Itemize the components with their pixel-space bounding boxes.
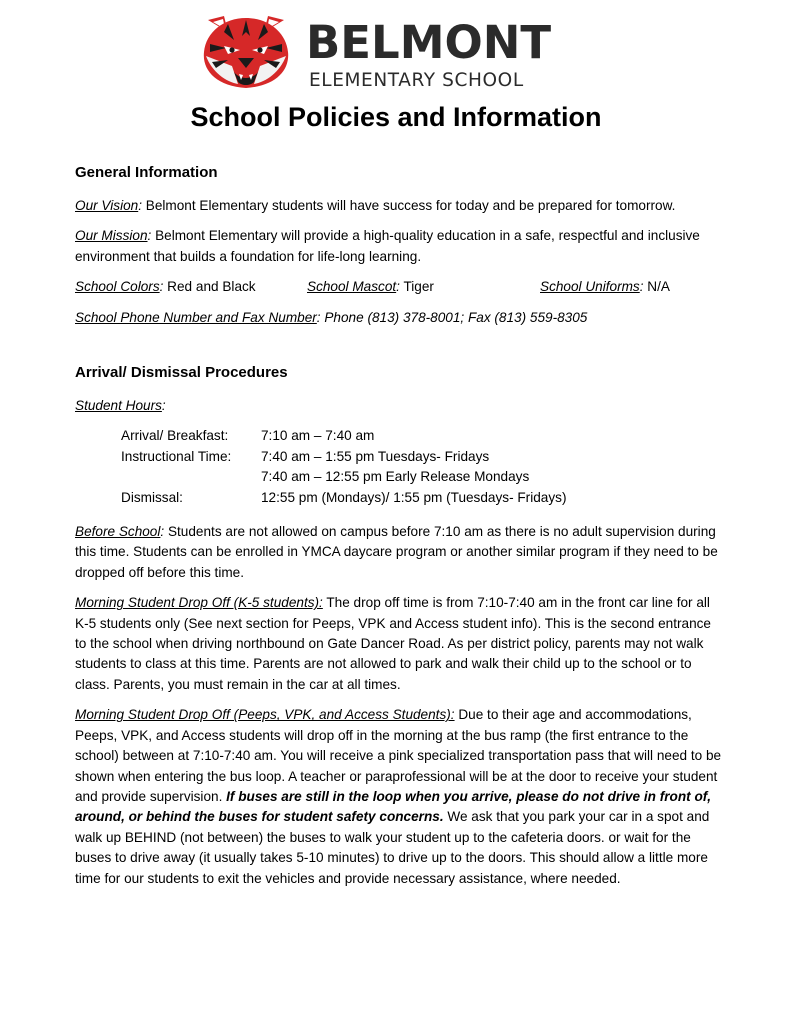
school-mascot-value: Tiger	[399, 279, 434, 295]
vision-colon: :	[138, 198, 142, 213]
dropoff-k5-paragraph	[75, 593, 725, 695]
school-facts-row	[75, 277, 725, 297]
vision-label: Our Vision	[75, 198, 139, 213]
before-school-paragraph	[75, 522, 725, 583]
mission-text: Belmont Elementary will provide a high-quality education in a safe, respectful and inclusive environment that builds a foundation for life-long learning.	[75, 228, 700, 264]
school-colors-value: Red and Black	[163, 279, 256, 295]
student-hours-table	[121, 426, 566, 508]
mission-colon: :	[147, 228, 152, 244]
school-logo	[198, 14, 598, 90]
school-uniforms-colon: :	[639, 279, 644, 295]
hours-row	[121, 467, 566, 487]
hours-row	[121, 488, 566, 508]
arrival-dismissal-heading: Arrival/ Dismissal Procedures	[75, 364, 288, 382]
before-school-text: Students are not allowed on campus before 7:10 am as there is no adult supervision during this time. Students can be enrolled in YMCA daycare program or another similar program if they need to be dropped off before this time.	[75, 524, 718, 580]
page-title: School Policies and Information	[190, 102, 602, 132]
phone-label: School Phone Number and Fax Number	[75, 309, 317, 325]
dropoff-peeps-paragraph	[75, 705, 725, 889]
hours-row-label: Arrival/ Breakfast:	[121, 428, 229, 444]
mission-label: Our Mission	[75, 228, 148, 244]
student-hours-heading	[75, 396, 725, 416]
school-uniforms-fact	[540, 277, 670, 297]
before-school-label: Before School	[75, 524, 161, 540]
mission-paragraph	[75, 226, 725, 267]
general-information-heading: General Information	[75, 164, 218, 181]
hours-row	[121, 426, 566, 446]
hours-row-label: Instructional Time:	[121, 448, 232, 464]
school-colors-fact	[75, 277, 256, 297]
hours-row-label	[121, 467, 261, 487]
document-body	[75, 160, 725, 899]
student-hours-label: Student Hours	[75, 398, 162, 414]
before-school-colon: :	[160, 524, 165, 540]
school-mascot-fact	[307, 277, 434, 297]
hours-row-value: 7:40 am – 1:55 pm Tuesdays- Fridays	[261, 448, 490, 464]
dropoff-peeps-text: Due to their age and accommodations, Peeps, VPK, and Access students will drop off in the morning at the bus ramp (the first entrance to the school) between at 7:10-7:40 am. You will receive a pink specialized transportation pass that will need to be shown when entering the bus loop. A teacher or paraprofessional will be at the door to receive your student and provide supervision.	[75, 707, 722, 804]
dropoff-k5-text: The drop off time is from 7:10-7:40 am in the front car line for all K-5 students only (See next section for Peeps, VPK and Access student info). This is the second entrance to the school when driving northbound on Gate Dancer Road. As per district policy, parents may not walk students to class at this time. Parents are not allowed to park and walk their child up to the school or to class. Parents, you must remain in the car at all times.	[75, 595, 711, 692]
hours-row-value: 7:10 am – 7:40 am	[261, 428, 375, 444]
hours-row-value: 12:55 pm (Mondays)/ 1:55 pm (Tuesdays- Fridays)	[261, 489, 567, 505]
phone-paragraph	[75, 308, 725, 328]
phone-colon: :	[316, 309, 321, 325]
school-uniforms-value: N/A	[643, 279, 670, 295]
school-mascot-colon: :	[396, 279, 400, 295]
hours-row	[121, 447, 566, 467]
vision-text: Belmont Elementary students will have success for today and be prepared for tomorrow.	[142, 198, 676, 213]
dropoff-peeps-warning: If buses are still in the loop when you arrive, please do not drive in front of, around, or behind the buses for student safety concerns.	[75, 788, 712, 825]
logo-school-subtitle: ELEMENTARY SCHOOL	[309, 70, 524, 91]
phone-value: Phone (813) 378-8001; Fax (813) 559-8305	[320, 309, 588, 325]
dropoff-peeps-text-after: We ask that you park your car in a spot and walk up BEHIND (not between) the buses to walk your student up to the cafeteria doors. or wait for the buses to drive away (it usually takes 5-10 minutes) to drive up to the doors. This should allow a little more time for our students to exit the vehicles and provide necessary assistance, where needed.	[75, 809, 710, 886]
logo-school-name: BELMONT	[306, 16, 552, 69]
hours-row-value: 7:40 am – 12:55 pm Early Release Mondays	[261, 469, 530, 485]
dropoff-peeps-label: Morning Student Drop Off (Peeps, VPK, and Access Students):	[75, 707, 455, 723]
hours-row-label: Dismissal:	[121, 489, 183, 505]
tiger-head-icon	[198, 14, 294, 90]
dropoff-k5-label: Morning Student Drop Off (K-5 students):	[75, 595, 323, 611]
school-colors-colon: :	[159, 279, 164, 295]
school-mascot-label: School Mascot	[307, 279, 397, 295]
vision-paragraph	[75, 196, 725, 216]
school-colors-label: School Colors	[75, 279, 160, 295]
student-hours-colon: :	[161, 398, 166, 414]
school-uniforms-label: School Uniforms	[540, 279, 640, 295]
